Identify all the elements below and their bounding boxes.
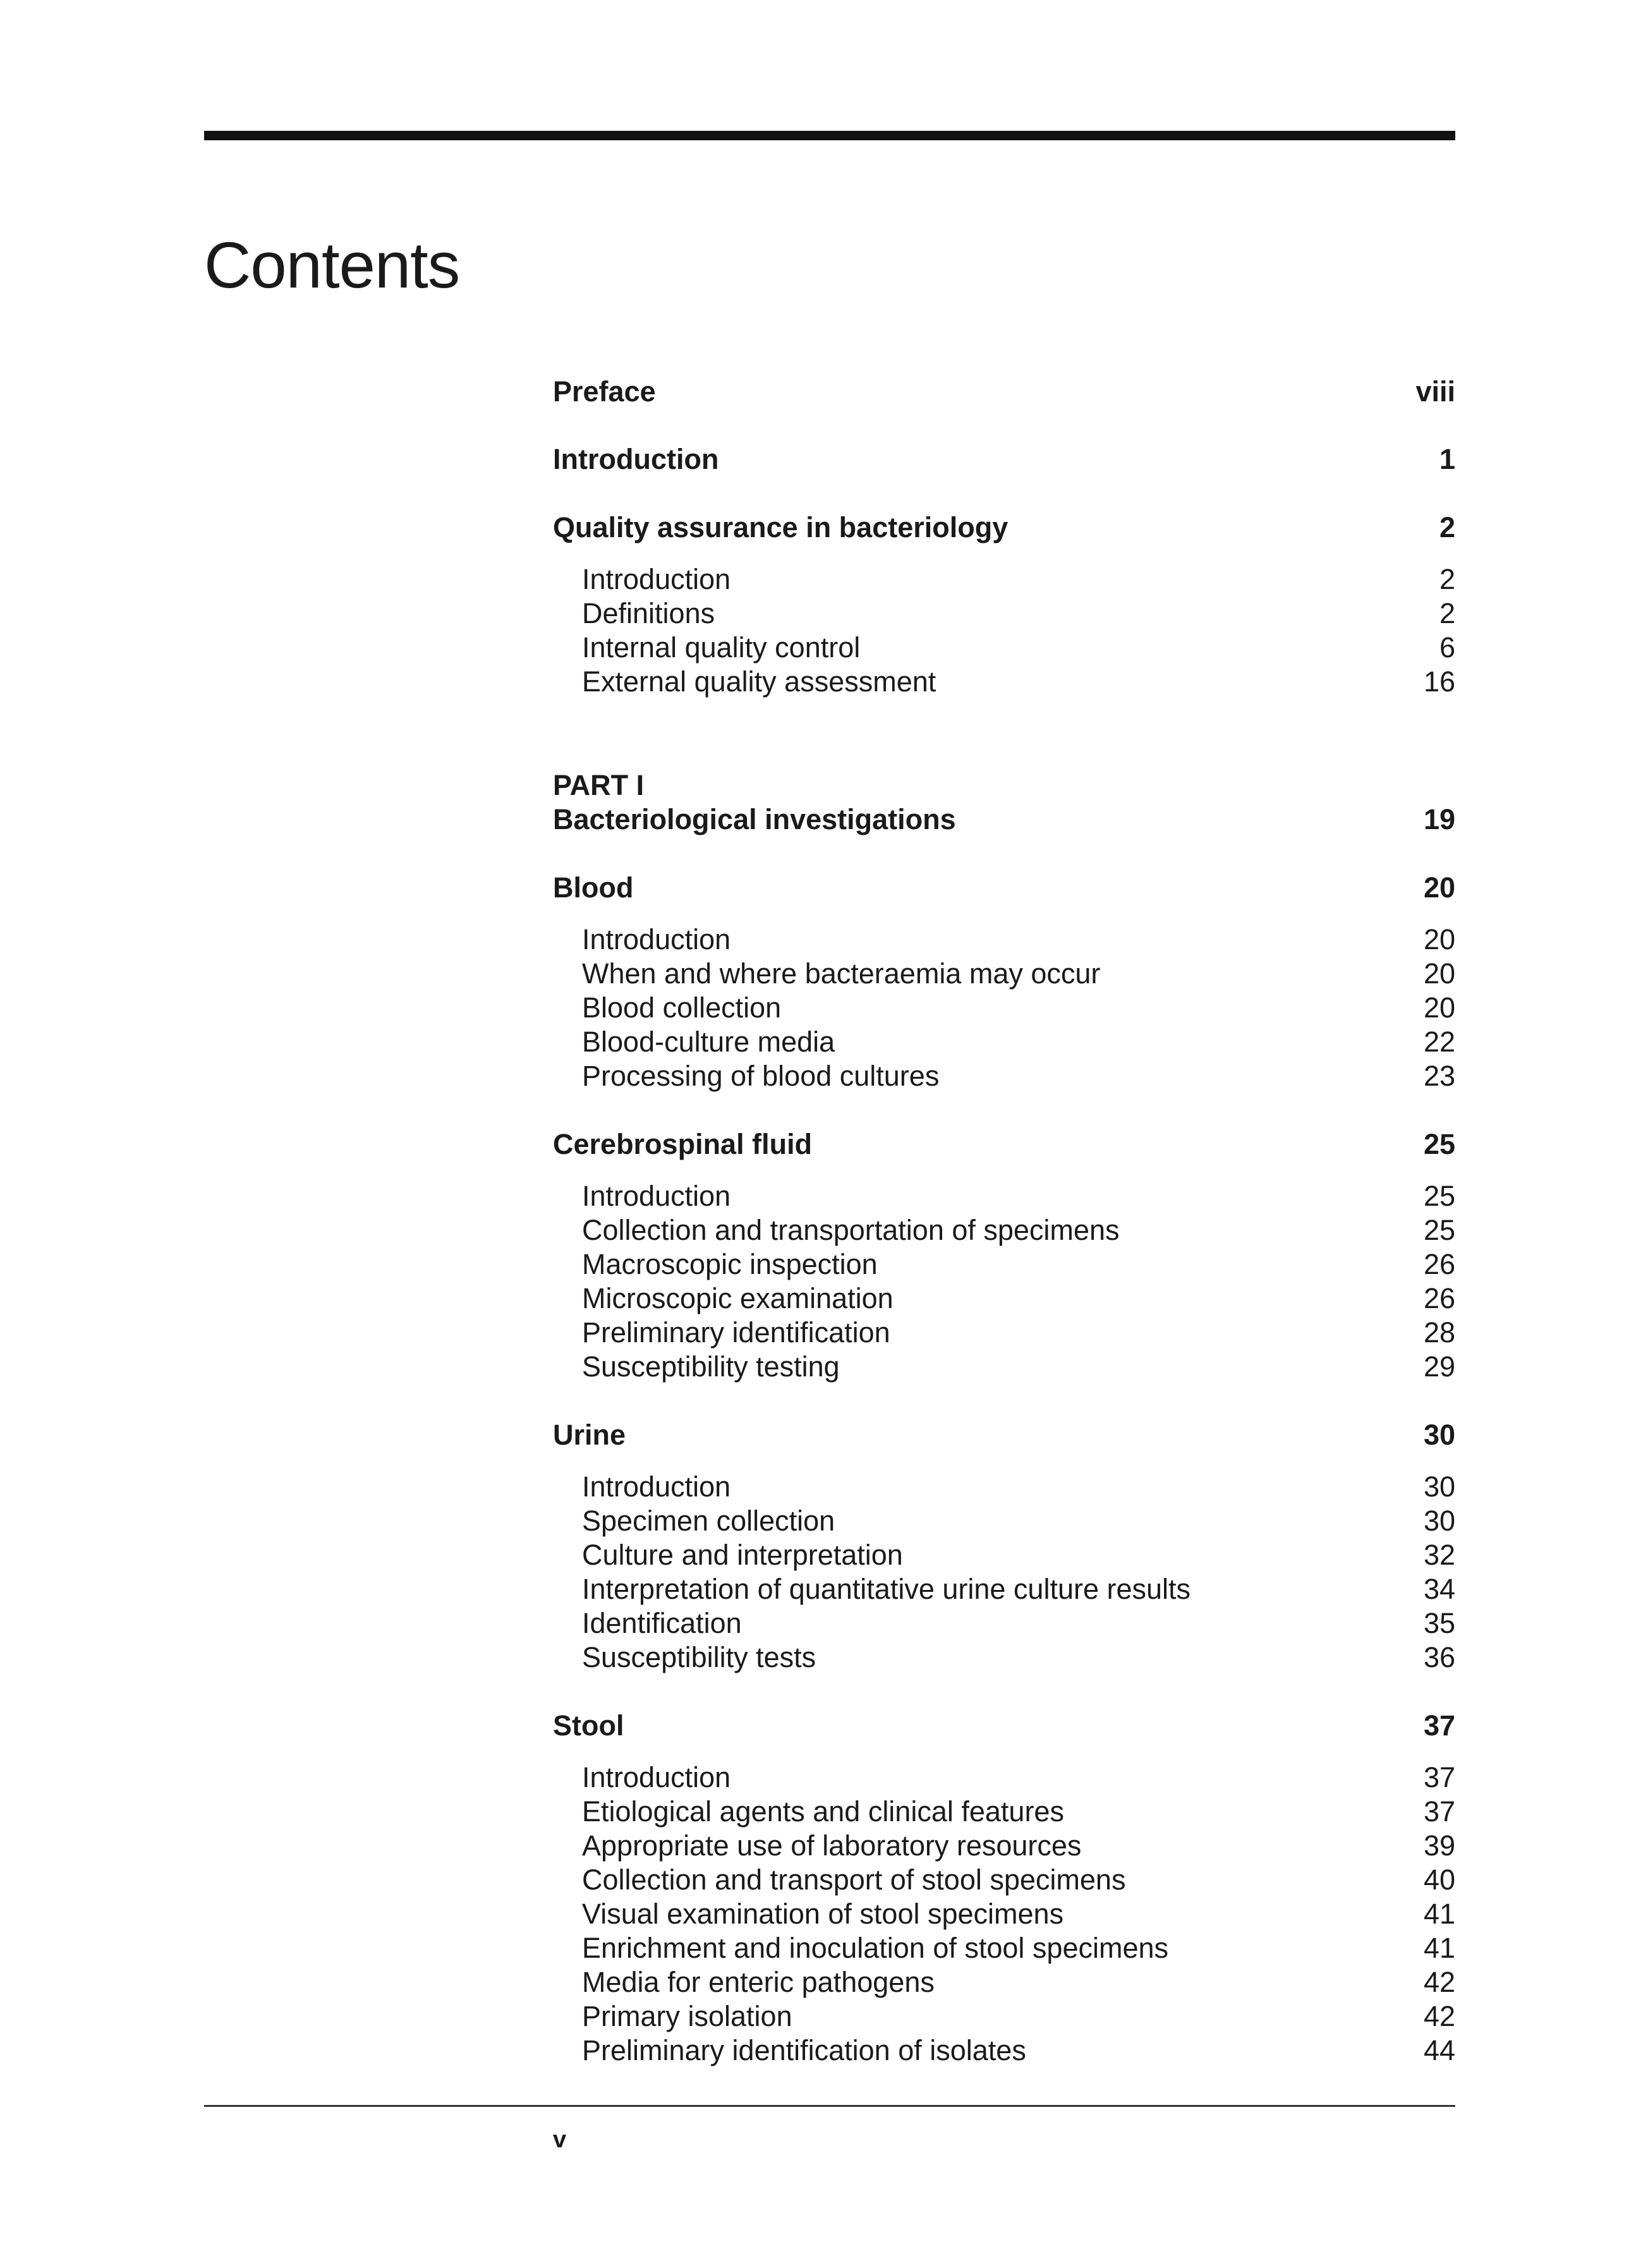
toc-entry-title: Interpretation of quantitative urine culture results	[582, 1573, 1191, 1605]
toc-entry-title: Specimen collection	[582, 1505, 835, 1537]
toc-subentry[interactable]	[553, 1897, 1455, 1931]
toc-subentry[interactable]	[553, 957, 1455, 991]
toc-entry-page: 41	[1423, 1898, 1455, 1930]
toc-subentry[interactable]	[553, 562, 1455, 597]
toc-part-label	[553, 768, 1455, 803]
toc-entry-page: 36	[1423, 1641, 1455, 1673]
toc-subentry[interactable]	[553, 1829, 1455, 1863]
toc-entry-bacteriological-investigations[interactable]	[553, 803, 1455, 837]
toc-entry-page: 32	[1423, 1539, 1455, 1571]
toc-entry-title: Stool	[553, 1709, 624, 1742]
toc-entry-title: Susceptibility tests	[582, 1641, 816, 1673]
toc-entry-page: viii	[1415, 375, 1455, 408]
toc-entry-page: 26	[1423, 1248, 1455, 1280]
toc-subentry[interactable]	[553, 1572, 1455, 1606]
toc-entry-blood[interactable]	[553, 871, 1455, 905]
toc-subentry[interactable]	[553, 1025, 1455, 1059]
toc-entry-title: Urine	[553, 1419, 626, 1451]
toc-entry-page: 44	[1423, 2034, 1455, 2066]
toc-entry-urine[interactable]	[553, 1418, 1455, 1452]
toc-entry-title: Internal quality control	[582, 631, 861, 664]
bottom-rule	[204, 2105, 1455, 2107]
toc-entry-title: Bacteriological investigations	[553, 803, 956, 835]
toc-entry-title: Introduction	[582, 923, 731, 955]
toc-entry-title: Cerebrospinal fluid	[553, 1128, 813, 1160]
toc-entry-page: 20	[1423, 991, 1455, 1024]
toc-subentry[interactable]	[553, 1316, 1455, 1350]
toc-subentry[interactable]	[553, 597, 1455, 631]
toc-entry-title: Identification	[582, 1607, 742, 1639]
toc-entry-title: Definitions	[582, 597, 715, 629]
toc-subentry[interactable]	[553, 923, 1455, 957]
toc-subentry[interactable]	[553, 1795, 1455, 1829]
toc-entry-page: 34	[1423, 1573, 1455, 1605]
toc-entry-cerebrospinal-fluid[interactable]	[553, 1127, 1455, 1161]
toc-entry-title: Introduction	[582, 1180, 731, 1212]
toc-entry-page: 16	[1423, 665, 1455, 698]
toc-entry-title: Blood collection	[582, 991, 782, 1024]
toc-entry-page: 25	[1423, 1128, 1455, 1160]
toc-entry-title: Primary isolation	[582, 2000, 792, 2032]
toc-subentry[interactable]	[553, 2034, 1455, 2068]
toc-subentry[interactable]	[553, 1606, 1455, 1640]
top-rule	[204, 131, 1455, 140]
toc-subentry[interactable]	[553, 1640, 1455, 1675]
toc-entry-page: 29	[1423, 1350, 1455, 1383]
toc-entry-quality-assurance[interactable]	[553, 511, 1455, 545]
toc-entry-page: 25	[1423, 1180, 1455, 1212]
toc-subentry[interactable]	[553, 631, 1455, 665]
toc-entry-stool[interactable]	[553, 1709, 1455, 1743]
toc-subentry[interactable]	[553, 1179, 1455, 1213]
toc-entry-title: Quality assurance in bacteriology	[553, 511, 1009, 543]
page-number: v	[553, 2126, 567, 2153]
toc-entry-title: External quality assessment	[582, 665, 936, 698]
toc-entry-title: Collection and transportation of specimens	[582, 1214, 1120, 1246]
toc-entry-title: When and where bacteraemia may occur	[582, 957, 1101, 990]
toc-entry-page: 35	[1423, 1607, 1455, 1639]
toc-entry-page: 6	[1439, 631, 1455, 664]
toc-entry-title: Blood-culture media	[582, 1026, 835, 1058]
toc-entry-page: 2	[1439, 511, 1455, 543]
toc-entry-title: Susceptibility testing	[582, 1350, 840, 1383]
toc-entry-introduction[interactable]	[553, 442, 1455, 476]
toc-entry-page: 37	[1423, 1709, 1455, 1742]
toc-entry-title: Processing of blood cultures	[582, 1060, 940, 1092]
toc-entry-page: 41	[1423, 1932, 1455, 1964]
toc-entry-title: Media for enteric pathogens	[582, 1966, 935, 1998]
toc-entry-page: 20	[1423, 957, 1455, 990]
toc-entry-title: Preliminary identification	[582, 1316, 890, 1349]
toc-entry-page: 37	[1423, 1795, 1455, 1828]
toc-entry-page: 42	[1423, 1966, 1455, 1998]
toc-entry-page: 22	[1423, 1026, 1455, 1058]
toc-entry-title: Collection and transport of stool specimens	[582, 1864, 1126, 1896]
toc-subentry[interactable]	[553, 1538, 1455, 1572]
toc-entry-title: Visual examination of stool specimens	[582, 1898, 1064, 1930]
toc-subentry[interactable]	[553, 1965, 1455, 1999]
toc-entry-page: 26	[1423, 1282, 1455, 1314]
toc-entry-title: Preface	[553, 375, 656, 408]
toc-entry-title: Introduction	[582, 563, 731, 595]
toc-entry-page: 1	[1439, 443, 1455, 475]
toc-entry-title: Introduction	[582, 1471, 731, 1503]
toc-subentry[interactable]	[553, 991, 1455, 1025]
toc-subentry[interactable]	[553, 1059, 1455, 1093]
toc-entry-title: Culture and interpretation	[582, 1539, 903, 1571]
toc-entry-title: PART I	[553, 769, 645, 801]
toc-entry-page: 20	[1423, 871, 1455, 904]
toc-entry-title: Appropriate use of laboratory resources	[582, 1829, 1082, 1862]
toc-subentry[interactable]	[553, 1470, 1455, 1504]
toc-entry-page: 23	[1423, 1060, 1455, 1092]
toc-entry-page: 28	[1423, 1316, 1455, 1349]
toc-entry-page: 42	[1423, 2000, 1455, 2032]
toc-subentry[interactable]	[553, 1504, 1455, 1538]
toc-entry-title: Enrichment and inoculation of stool specimens	[582, 1932, 1169, 1964]
toc-entry-page: 25	[1423, 1214, 1455, 1246]
toc-entry-page: 30	[1423, 1505, 1455, 1537]
toc-subentry[interactable]	[553, 665, 1455, 699]
toc-entry-title: Introduction	[582, 1761, 731, 1793]
toc-subentry[interactable]	[553, 1761, 1455, 1795]
toc-entry-page: 40	[1423, 1864, 1455, 1896]
toc-entry-page: 2	[1439, 597, 1455, 629]
toc-subentry[interactable]	[553, 1863, 1455, 1897]
toc-subentry[interactable]	[553, 1247, 1455, 1282]
toc-entry-preface[interactable]	[553, 375, 1455, 409]
toc-entry-title: Etiological agents and clinical features	[582, 1795, 1064, 1828]
toc-entry-page: 20	[1423, 923, 1455, 955]
toc-subentry[interactable]	[553, 1350, 1455, 1384]
toc-entry-page: 30	[1423, 1471, 1455, 1503]
toc-subentry[interactable]	[553, 1931, 1455, 1965]
toc-entry-page: 2	[1439, 563, 1455, 595]
toc-entry-title: Microscopic examination	[582, 1282, 894, 1314]
toc-subentry[interactable]	[553, 1213, 1455, 1247]
toc-entry-page: 30	[1423, 1419, 1455, 1451]
toc-subentry[interactable]	[553, 1282, 1455, 1316]
toc-entry-title: Macroscopic inspection	[582, 1248, 878, 1280]
toc-entry-title: Blood	[553, 871, 634, 904]
toc-entry-title: Introduction	[553, 443, 719, 475]
toc-entry-title: Preliminary identification of isolates	[582, 2034, 1026, 2066]
toc-entry-page: 19	[1423, 803, 1455, 835]
page-title: Contents	[204, 229, 460, 301]
toc-entry-page: 39	[1423, 1829, 1455, 1862]
toc-subentry[interactable]	[553, 1999, 1455, 2034]
toc-entry-page: 37	[1423, 1761, 1455, 1793]
